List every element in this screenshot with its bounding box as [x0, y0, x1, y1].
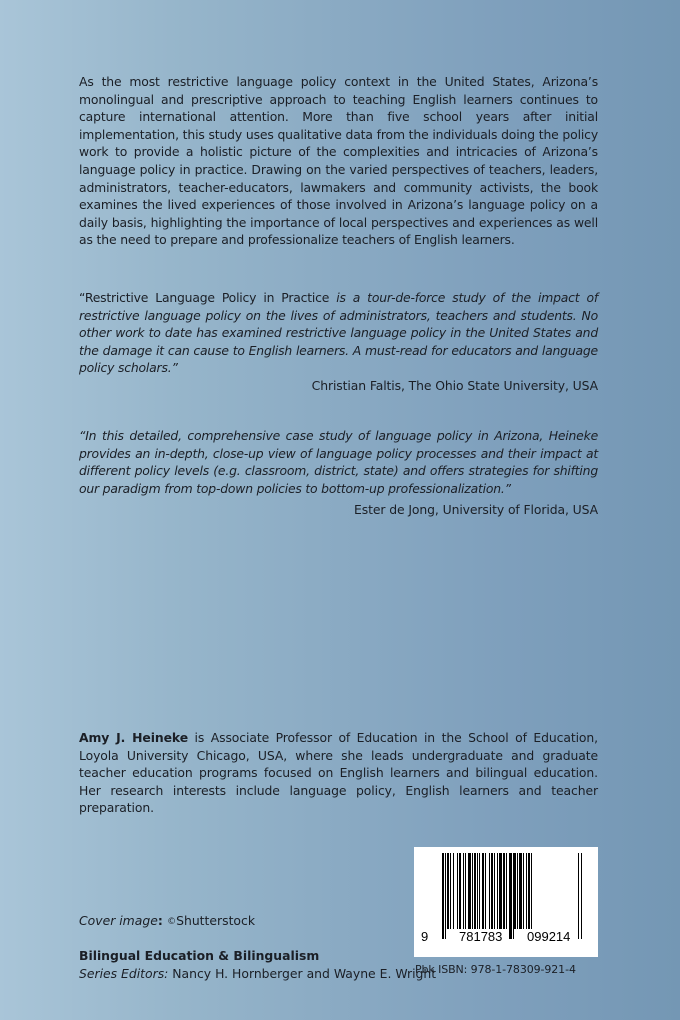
- series-editors: [79, 965, 436, 983]
- endorsement-attribution: Ester de Jong, University of Florida, USA: [354, 502, 598, 518]
- endorsement-body: is a tour-de-force study of the impact of restrictive language policy on the lives of administrators, teachers and students. No other work to date has examined restrictive language policy in the United States and the damage it can cause to English learners. A must-read for educators and language policy scholars.”: [79, 290, 599, 376]
- copyright-icon: ©: [167, 917, 177, 927]
- endorsement-faltis: [79, 289, 598, 395]
- series-editors-names: Nancy H. Hornberger and Wayne E. Wright: [168, 965, 437, 981]
- endorsement-text: [79, 289, 598, 377]
- barcode-lead-digit: 9: [421, 929, 429, 944]
- author-name: Amy J. Heineke: [79, 730, 189, 745]
- description-text: As the most restrictive language policy context in the United States, Arizona’s monolingual and prescriptive approach to teaching English learners continues to capture international attention. More than five school years after initial implementation, this study uses qualitative data from the individuals doing the policy work to provide a holistic picture of the complexities and intricacies of Arizona’s language policy in practice. Drawing on the varied perspectives of teachers, leaders, administrators, teacher-educators, lawmakers and community activists, the book examines the lived experiences of those involved in Arizona’s language policy on a daily basis, highlighting the importance of local perspectives and experiences as well as the need to prepare and professionalize teachers of English learners.: [79, 74, 598, 248]
- barcode-bars-icon: [442, 853, 582, 939]
- isbn-number: Pbk ISBN: 978-1-78309-921-4: [415, 963, 576, 976]
- cover-credit-separator: :: [157, 913, 168, 928]
- series-title: Bilingual Education & Bilingualism: [79, 948, 320, 963]
- author-bio-text: is Associate Professor of Education in the School of Education, Loyola University Chicago, USA, where she leads undergraduate and graduate teacher education programs focused on English learners and bilingual education. Her research interests include language policy, English learners and teacher preparation.: [79, 730, 599, 816]
- endorsement-attribution: Christian Faltis, The Ohio State University, USA: [311, 377, 598, 393]
- endorsement-text: “In this detailed, comprehensive case study of language policy in Arizona, Heineke provides an in-depth, close-up view of language policy processes and their impact at different policy levels (e.g. classroom, district, state) and offers strategies for shifting our paradigm from top-down policies to bottom-up professionalization.”: [79, 428, 598, 496]
- endorsed-book-title: “Restrictive Language Policy in Practice: [79, 290, 330, 305]
- series-editors-label: Series Editors:: [79, 965, 169, 981]
- author-bio: [79, 729, 598, 817]
- isbn-barcode: [414, 847, 598, 957]
- series-info: [79, 947, 436, 982]
- cover-image-credit: [79, 913, 255, 928]
- cover-credit-source: Shutterstock: [176, 913, 255, 928]
- cover-credit-label: Cover image: [79, 913, 158, 928]
- barcode-right-digits: 099214: [527, 929, 571, 944]
- barcode-left-digits: 781783: [459, 929, 503, 944]
- book-description: [79, 73, 598, 249]
- endorsement-de-jong: [79, 427, 598, 519]
